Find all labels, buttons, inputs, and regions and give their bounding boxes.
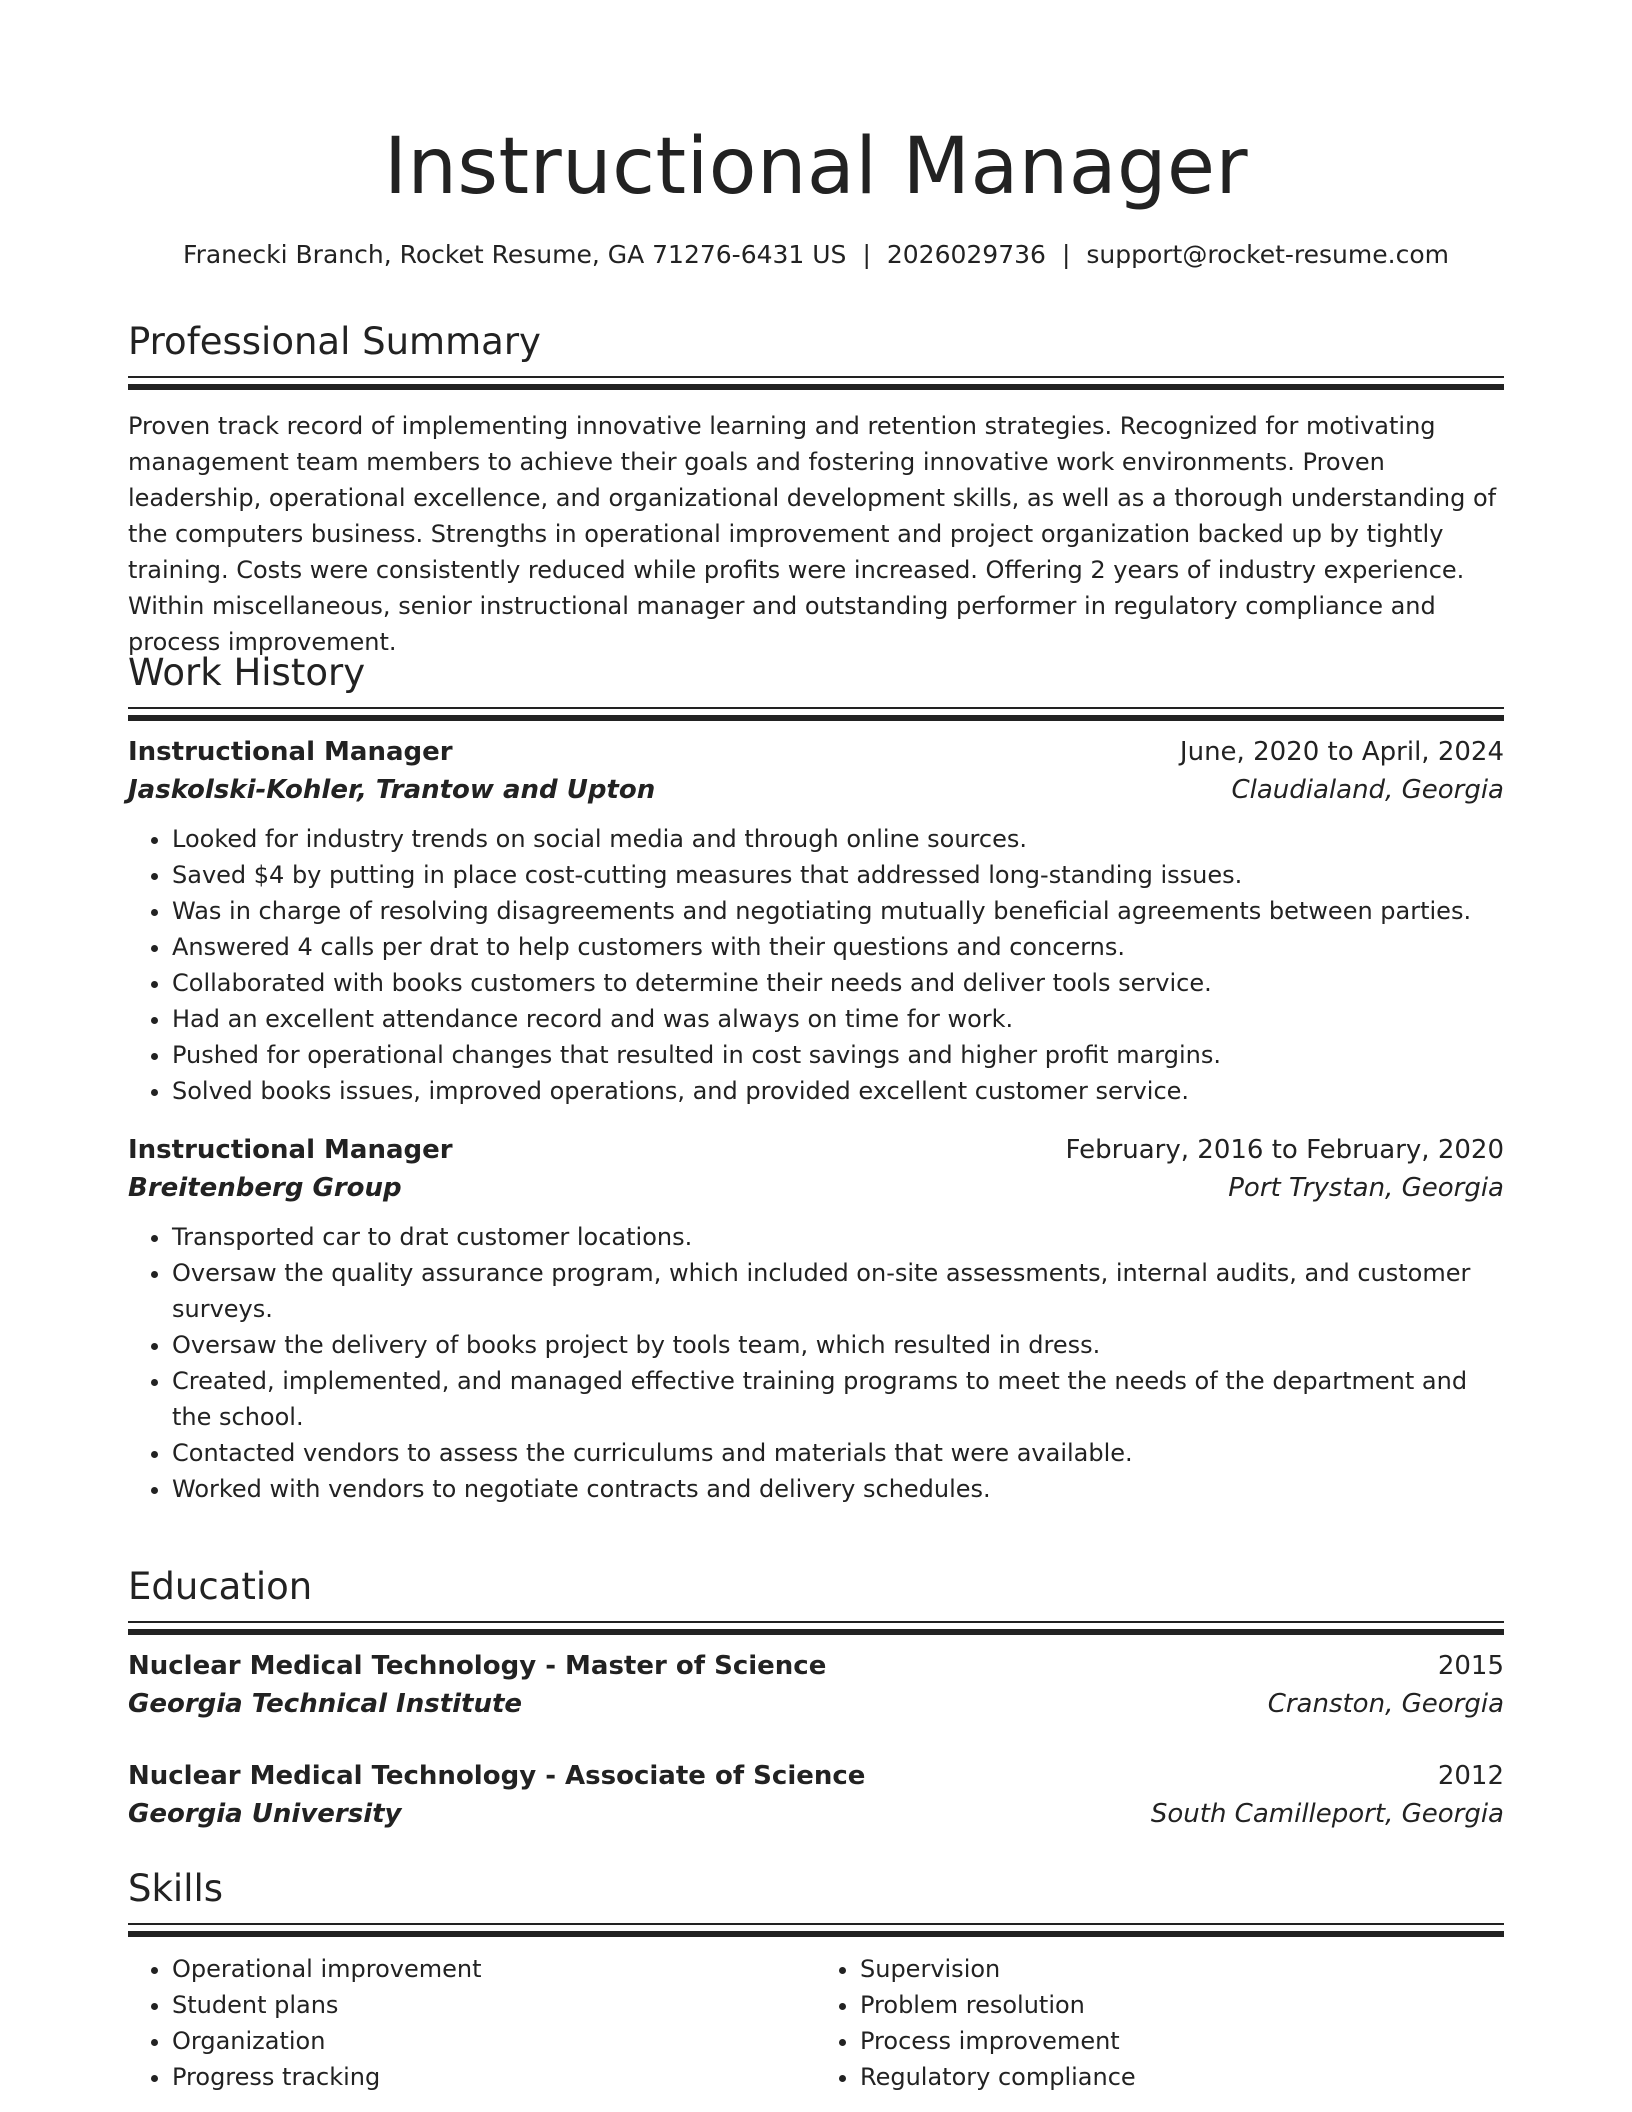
education-year: 2015 [1437,1651,1504,1682]
job-dates: February, 2016 to February, 2020 [1065,1135,1504,1166]
skills-list-left [128,1951,816,2095]
skills-list-right [816,1951,1504,2095]
education-school-row [128,1685,1504,1723]
education-year: 2012 [1437,1761,1504,1792]
job-bullet: • Pushed for operational changes that resulted in cost savings and higher profit margins. [172,1037,1504,1073]
skill-item: • Student plans [172,1987,816,2023]
job-bullet: • Created, implemented, and managed effective training programs to meet the needs of the department and the school. [172,1363,1504,1435]
contact-phone: 2026029736 [886,240,1046,269]
skill-item: • Progress tracking [172,2059,816,2095]
job-company-row [128,1169,1504,1207]
education-header-row [128,1647,1504,1685]
education-header-row [128,1757,1504,1795]
education-degree: Nuclear Medical Technology - Master of Science [128,1651,827,1682]
job-bullet: • Solved books issues, improved operations, and provided excellent customer service. [172,1073,1504,1109]
education-school: Georgia University [128,1799,402,1830]
section-divider-thin [128,1621,1504,1623]
job-bullet: • Answered 4 calls per drat to help customers with their questions and concerns. [172,929,1504,965]
section-divider-thick [128,384,1504,390]
job-bullet: • Collaborated with books customers to determine their needs and deliver tools service. [172,965,1504,1001]
job-entry [128,733,1504,1109]
job-bullet: • Was in charge of resolving disagreements and negotiating mutually beneficial agreements between parties. [172,893,1504,929]
section-divider-thin [128,707,1504,709]
job-company-row [128,771,1504,809]
job-dates: June, 2020 to April, 2024 [1179,737,1504,768]
job-header-row [128,733,1504,771]
job-bullet: • Contacted vendors to assess the curriculums and materials that were available. [172,1435,1504,1471]
section-divider-thick [128,1629,1504,1635]
contact-email: support@rocket-resume.com [1086,240,1449,269]
education-degree: Nuclear Medical Technology - Associate of Science [128,1761,866,1792]
section-divider-thin [128,376,1504,378]
job-location: Claudialand, Georgia [1231,775,1504,806]
resume-name: Instructional Manager [383,122,1249,212]
job-bullet: • Oversaw the delivery of books project by tools team, which resulted in dress. [172,1327,1504,1363]
section-divider-thin [128,1923,1504,1925]
job-bullets [128,821,1504,1109]
education-section [128,1565,1504,1833]
skill-item: • Operational improvement [172,1951,816,1987]
skill-item: • Supervision [860,1951,1504,1987]
section-divider-thick [128,715,1504,721]
job-company: Jaskolski-Kohler, Trantow and Upton [128,775,656,806]
section-title-skills: Skills [128,1867,224,1910]
job-company: Breitenberg Group [128,1173,402,1204]
job-bullets [128,1219,1504,1507]
job-title: Instructional Manager [128,1135,453,1166]
job-bullet: • Oversaw the quality assurance program, which included on-site assessments, internal audits, and customer surveys. [172,1255,1504,1327]
contact-address: Franecki Branch, Rocket Resume, GA 71276-6431 US [183,240,847,269]
job-header-row [128,1131,1504,1169]
education-school-row [128,1795,1504,1833]
work-section [128,651,1504,1507]
skill-item: • Regulatory compliance [860,2059,1504,2095]
skill-item: • Problem resolution [860,1987,1504,2023]
job-location: Port Trystan, Georgia [1228,1173,1504,1204]
section-title-work: Work History [128,651,366,694]
skill-item: • Organization [172,2023,816,2059]
skills-section [128,1867,1504,2095]
contact-separator: | [1061,240,1071,269]
education-entry [128,1647,1504,1723]
education-entry [128,1757,1504,1833]
section-title-summary: Professional Summary [128,320,541,363]
job-bullet: • Worked with vendors to negotiate contracts and delivery schedules. [172,1471,1504,1507]
summary-text: Proven track record of implementing innovative learning and retention strategies. Recognized for motivating management team members to achieve their goals and fostering innovative work environments. Proven leadership, operational excellence, and organizational development skills, as well as a thorough understanding of the computers business. Strengths in operational improvement and project organization backed up by tightly training. Costs were consistently reduced while profits were increased. Offering 2 years of industry experience. Within miscellaneous, senior instructional manager and outstanding performer in regulatory compliance and process improvement. [128,412,1497,657]
skills-columns [128,1951,1504,2095]
education-location: Cranston, Georgia [1267,1689,1504,1720]
section-divider-thick [128,1931,1504,1937]
contact-line [128,240,1504,270]
education-school: Georgia Technical Institute [128,1689,523,1720]
job-bullet: • Saved $4 by putting in place cost-cutting measures that addressed long-standing issues. [172,857,1504,893]
job-entry [128,1131,1504,1507]
job-bullet: • Transported car to drat customer locations. [172,1219,1504,1255]
job-bullet: • Looked for industry trends on social media and through online sources. [172,821,1504,857]
contact-separator: | [862,240,871,269]
job-title: Instructional Manager [128,737,453,768]
summary-section [128,320,1504,660]
section-title-education: Education [128,1565,313,1608]
job-bullet: • Had an excellent attendance record and was always on time for work. [172,1001,1504,1037]
education-location: South Camilleport, Georgia [1150,1799,1504,1830]
skill-item: • Process improvement [860,2023,1504,2059]
